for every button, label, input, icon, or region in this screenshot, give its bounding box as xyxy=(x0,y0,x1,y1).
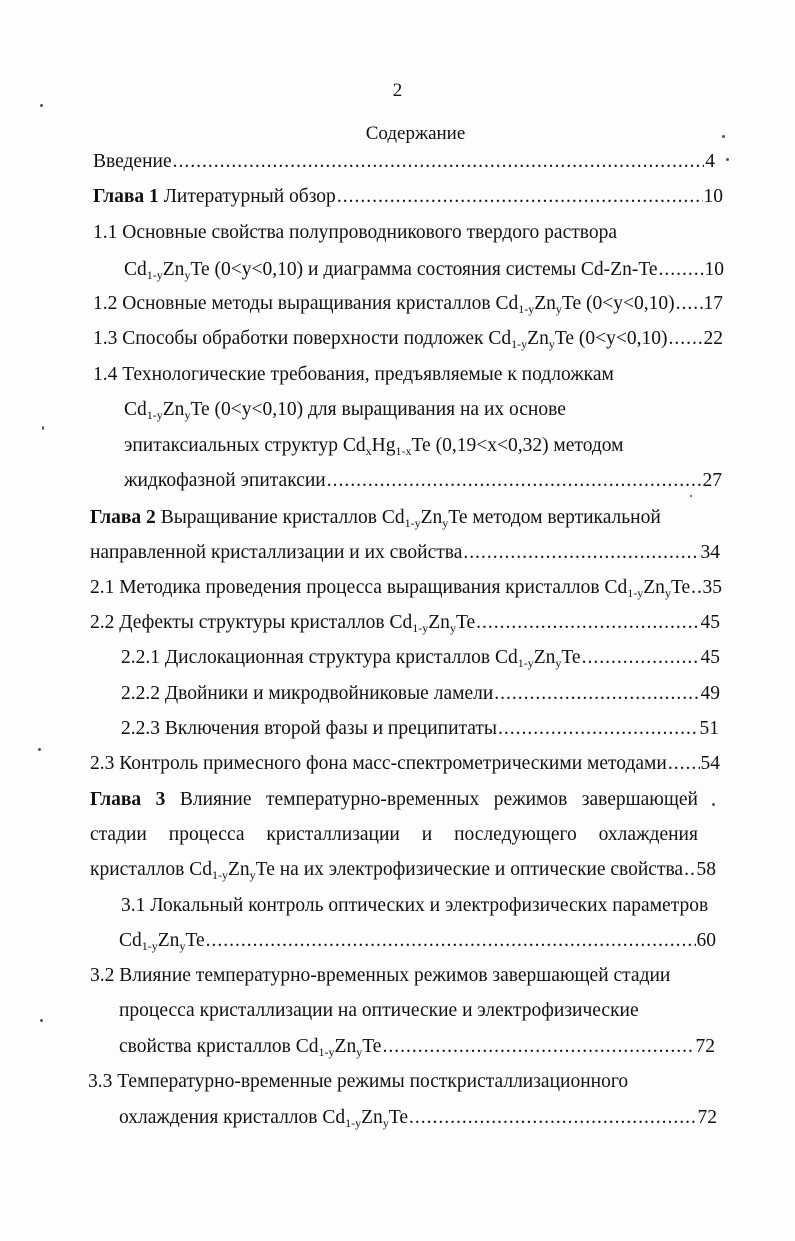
toc-entry-text: Введение xyxy=(93,151,172,172)
justified-word: охлаждения xyxy=(598,824,698,845)
toc-entry-1-2[interactable]: 1.2 Основные методы выращивания кристаллов $Cd_{1-y}Zn_yTe$ (0<y<0,10) ..... 17 xyxy=(93,292,723,316)
scan-speck xyxy=(40,1019,43,1022)
toc-entry-text: охлаждения кристаллов xyxy=(119,1107,323,1128)
formula-cdznte: $Cd_{1-y}Zn_yTe$ xyxy=(124,399,210,422)
leader-dots xyxy=(382,1035,694,1059)
toc-entry-3-2-line1[interactable] xyxy=(90,964,670,988)
justified-word: процесса xyxy=(168,824,245,845)
toc-page-ref: 17 xyxy=(703,293,723,314)
formula-cdznte: $Cd_{1-y}Zn_yTe$ xyxy=(488,328,575,351)
toc-page-ref: 51 xyxy=(699,718,719,739)
section-number: 1.1 xyxy=(93,222,118,243)
justified-word: последующего xyxy=(454,824,577,845)
toc-entry-text: 2.1 Методика проведения процесса выращивания кристаллов xyxy=(90,577,605,598)
toc-entry-text: 3.3 Температурно-временные режимы посткристаллизационного xyxy=(88,1071,629,1092)
toc-entry-text: эпитаксиальных структур xyxy=(124,435,343,456)
leader-dots xyxy=(582,646,700,670)
toc-entry-1-4-line4[interactable] xyxy=(124,469,722,493)
toc-page-ref: 60 xyxy=(696,930,716,951)
leader-dots xyxy=(668,752,700,776)
leader-dots xyxy=(173,150,705,174)
leader-dots xyxy=(684,858,695,882)
toc-page-ref: 4 xyxy=(705,151,715,172)
toc-entry-chapter-2-line1[interactable]: Глава 2 Выращивание кристаллов $Cd_{1-y}Zn_yTe$ методом вертикальной xyxy=(90,507,661,530)
toc-entry-text: направленной кристаллизации и их свойства xyxy=(90,542,463,563)
toc-page-ref: 10 xyxy=(704,259,724,280)
toc-entry-text: 1.4 Технологические требования, предъявляемые к подложкам xyxy=(93,364,614,385)
leader-dots xyxy=(691,576,701,600)
toc-entry-1-4-line2[interactable] xyxy=(124,398,566,422)
chapter-label: Глава 2 xyxy=(90,507,156,528)
leader-dots xyxy=(206,929,696,953)
toc-page-ref: 72 xyxy=(697,1107,717,1128)
leader-dots xyxy=(659,258,704,282)
scan-speck xyxy=(690,495,692,497)
formula-cdznte: $Cd_{1-y}Zn_yTe$ xyxy=(189,859,275,882)
toc-entry-3-2-line3[interactable] xyxy=(119,1035,715,1059)
formula-cdznte: $Cd_{1-y}Zn_yTe$ xyxy=(322,1107,409,1130)
formula-cdznte: $Cd_{1-y}Zn_yTe$ xyxy=(119,930,205,953)
leader-dots xyxy=(463,541,699,565)
toc-page-ref: 72 xyxy=(695,1036,715,1057)
toc-entry-3-3-line2[interactable] xyxy=(119,1106,717,1130)
toc-page-ref: 58 xyxy=(696,859,716,880)
scan-speck xyxy=(38,748,41,751)
toc-entry-text: 2.2.2 Двойники и микродвойниковые ламели xyxy=(121,683,494,704)
toc-entry-text: 2.2 Дефекты структуры кристаллов xyxy=(90,612,390,633)
justified-word: и xyxy=(421,824,433,845)
justified-word: Влияние xyxy=(179,789,252,810)
formula-cdznte: $Cd_{1-y}Zn_yTe$ xyxy=(124,259,210,282)
formula-cdznte: $Cd_{1-y}Zn_yTe$ xyxy=(604,577,691,600)
toc-page-ref: 10 xyxy=(703,186,723,207)
page-number: 2 xyxy=(392,80,403,101)
leader-dots xyxy=(676,292,703,316)
leader-dots xyxy=(494,682,699,706)
toc-entry-1-1-line2[interactable] xyxy=(124,258,724,282)
toc-entry-text: 1.2 Основные методы выращивания кристаллов xyxy=(93,293,496,314)
formula-cdznte: $Cd_{1-y}Zn_yTe$ xyxy=(494,647,581,670)
toc-entry-chapter-3-line1[interactable] xyxy=(90,788,698,812)
toc-entry-2-1[interactable] xyxy=(90,576,722,600)
toc-entry-text: 3.2 Влияние температурно-временных режимов завершающей стадии xyxy=(90,965,671,986)
chapter-label-number: 3 xyxy=(155,789,166,810)
scan-speck xyxy=(712,803,715,806)
toc-entry-2-3[interactable] xyxy=(90,752,720,776)
toc-entry-1-1-line1[interactable] xyxy=(93,221,617,245)
toc-entry-text: 2.2.3 Включения второй фазы и преципитаты xyxy=(121,718,498,739)
toc-title: Содержание xyxy=(365,123,466,144)
justified-word: стадии xyxy=(90,824,147,845)
justified-word: режимов xyxy=(493,789,568,810)
formula-cdznte: $Cd_{1-y}Zn_yTe$ xyxy=(381,507,468,530)
scan-speck xyxy=(726,158,729,161)
leader-dots xyxy=(337,185,703,209)
toc-entry-text xyxy=(93,185,336,209)
chapter-title: Литературный обзор xyxy=(163,186,336,207)
toc-entry-2-2-2[interactable] xyxy=(121,682,720,706)
toc-entry-3-2-line2[interactable] xyxy=(119,999,639,1023)
toc-entry-3-1-line2[interactable] xyxy=(119,929,716,953)
toc-entry-text: жидкофазной эпитаксии xyxy=(124,470,326,491)
toc-entry-2-2-3[interactable] xyxy=(121,717,719,741)
justified-word: кристаллизации xyxy=(266,824,400,845)
scan-speck xyxy=(42,426,44,430)
toc-entry-text: 1.3 Способы обработки поверхности подложек xyxy=(93,328,489,349)
toc-entry-text: 2.2.1 Дислокационная структура кристаллов xyxy=(121,647,495,668)
toc-entry-chapter-3-line3[interactable]: кристаллов $Cd_{1-y}Zn_yTe$ на их электрофизические и оптические свойства ..... 58 xyxy=(90,858,716,882)
toc-page-ref: 45 xyxy=(700,647,720,668)
leader-dots xyxy=(476,611,699,635)
toc-entry-text: (0<y<0,10) для выращивания на их основе xyxy=(209,399,566,420)
chapter-label: Глава 1 xyxy=(93,186,159,207)
toc-entry-chapter-1[interactable] xyxy=(93,185,723,209)
toc-entry-1-4-line1[interactable] xyxy=(93,363,614,387)
toc-entry-chapter-2-line2[interactable] xyxy=(90,541,720,565)
toc-entry-1-3[interactable]: 1.3 Способы обработки поверхности подложек $Cd_{1-y}Zn_yTe$ (0<y<0,10) ..... 22 xyxy=(93,327,723,351)
leader-dots xyxy=(498,717,698,741)
toc-entry-text: 2.3 Контроль примесного фона масс-спектрометрическими методами xyxy=(90,753,667,774)
toc-page-ref: 45 xyxy=(700,612,720,633)
formula-cdznte: $Cd_{1-y}Zn_yTe$ xyxy=(495,293,582,316)
toc-entry-intro[interactable] xyxy=(93,150,715,174)
toc-page-ref: 34 xyxy=(700,542,720,563)
toc-entry-text: 3.1 Локальный контроль оптических и электрофизических параметров xyxy=(121,895,709,916)
toc-entry-1-4-line3[interactable]: эпитаксиальных структур $Cd_xHg_{1-x}Te$ (0,19<x<0,32) методом xyxy=(124,435,624,458)
formula-cdznte: $Cd_{1-y}Zn_yTe$ xyxy=(389,612,476,635)
leader-dots xyxy=(409,1106,696,1130)
toc-entry-text: свойства кристаллов xyxy=(119,1036,296,1057)
toc-entry-text: кристаллов xyxy=(90,859,190,880)
toc-entry-2-2-1[interactable] xyxy=(121,646,720,670)
chapter-label-word: Глава xyxy=(90,789,142,810)
toc-entry-text: Основные свойства полупроводникового твердого раствора xyxy=(122,222,617,243)
formula-cdznte: $Cd_{1-y}Zn_yTe$ xyxy=(295,1036,382,1059)
scan-speck xyxy=(40,104,43,107)
toc-entry-chapter-3-line2[interactable] xyxy=(90,823,698,847)
toc-page-ref: 35 xyxy=(702,577,722,598)
justified-word: завершающей xyxy=(581,789,698,810)
formula-cdhgte: $Cd_xHg_{1-x}Te$ xyxy=(342,435,431,458)
toc-entry-3-3-line1[interactable] xyxy=(88,1070,628,1094)
toc-entry-2-2[interactable] xyxy=(90,611,720,635)
toc-page-ref: 27 xyxy=(702,470,722,491)
toc-page-ref: 22 xyxy=(703,328,723,349)
toc-page-ref: 54 xyxy=(700,753,720,774)
leader-dots xyxy=(327,469,702,493)
toc-page-ref: 49 xyxy=(700,683,720,704)
toc-entry-text: (0<y<0,10) и диаграмма состояния системы Cd-Zn-Te xyxy=(209,259,658,280)
scan-speck xyxy=(722,135,725,138)
justified-word: температурно-временных xyxy=(265,789,480,810)
toc-entry-text: процесса кристаллизации на оптические и электрофизические xyxy=(119,1000,639,1021)
leader-dots xyxy=(669,327,703,351)
toc-entry-3-1-line1[interactable] xyxy=(121,894,708,918)
